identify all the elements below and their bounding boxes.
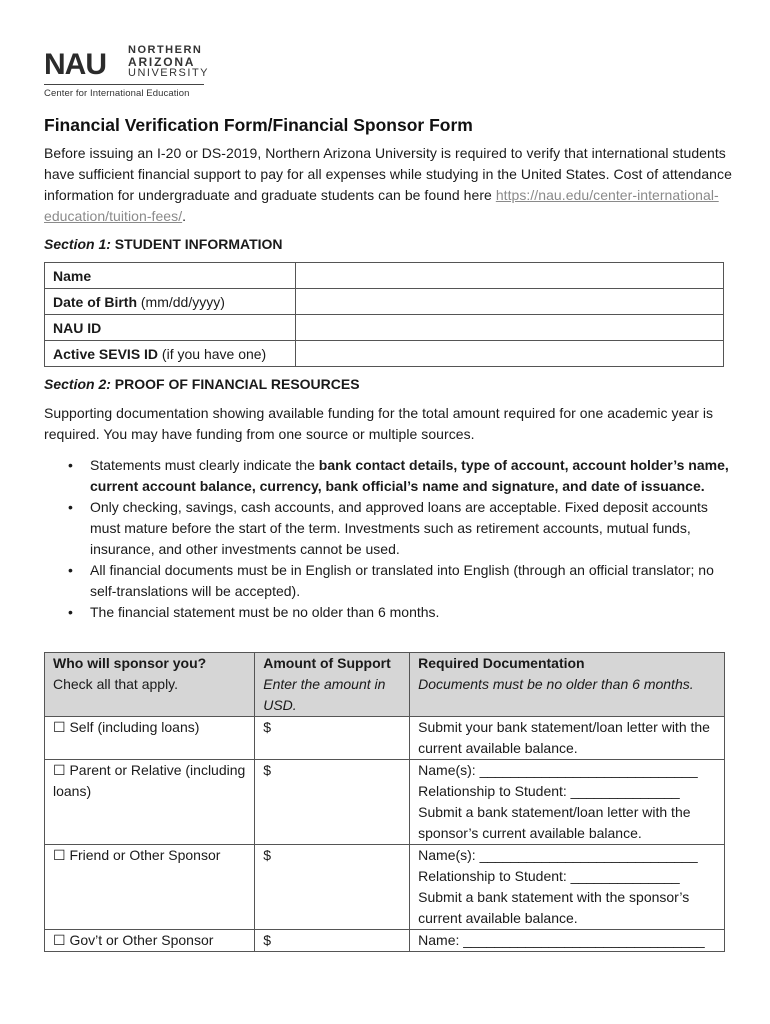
header-amount-note: Enter the amount in USD. [263,676,386,713]
dob-label-text: Date of Birth [53,293,137,310]
friend-checkbox[interactable]: ☐ Friend or Other Sponsor [45,845,255,930]
bullet3-text: All financial documents must be in English or translated into English (through an official translator; no self-translations will be accepted). [90,562,714,599]
govt-amount-field[interactable]: $ [255,930,410,952]
bullet-icon: • [68,562,73,578]
university-name [128,45,209,80]
header-who-note: Check all that apply. [53,676,179,692]
bullet-icon: • [68,604,73,620]
parent-names-field[interactable]: Name(s): ____________________________ [418,762,698,778]
tuition-fees-link[interactable]: https://nau.edu/center-international-education/tuition-fees/ [44,187,719,224]
dob-label-note: (mm/dd/yyyy) [137,293,225,310]
sevis-id-label [45,341,296,367]
header-who-bold: Who will sponsor you? [53,655,207,671]
table-row [45,717,725,760]
list-item [44,602,734,623]
bullet1-bold: bank contact details, type of account, account holder’s name, current account balance, currency, bank official’s name and signature, and date of issuance. [90,457,729,494]
sevis-id-field[interactable] [296,341,724,367]
dob-label [45,289,296,315]
header-amount [255,653,410,717]
section1-title: STUDENT INFORMATION [110,236,283,252]
nau-id-label-text: NAU ID [53,319,102,336]
table-row [45,341,724,367]
list-item [44,560,734,602]
logo-line-university: UNIVERSITY [128,67,210,79]
header-documentation [410,653,725,717]
nau-id-label [45,315,296,341]
sponsor-table-header [45,653,725,717]
table-row [45,760,725,845]
parent-amount-field[interactable]: $ [255,760,410,845]
self-amount-field[interactable]: $ [255,717,410,760]
header-who-sponsors [45,653,255,717]
section1-heading [44,236,283,252]
section2-label: Section 2: [44,376,111,392]
intro-end: . [182,208,187,224]
section1-label: Section 1: [44,236,111,252]
bullet1-text: Statements must clearly indicate the [90,457,319,473]
header-doc-bold: Required Documentation [418,655,585,671]
nau-logo [44,44,209,100]
govt-name-field[interactable]: Name: _______________________________ [418,932,705,948]
govt-documentation [410,930,725,952]
intro-paragraph [44,143,734,227]
section2-intro: Supporting documentation showing available funding for the total amount required for one academic year is required. You may have funding from one source or multiple sources. [44,405,714,442]
parent-checkbox[interactable]: ☐ Parent or Relative (including loans) [45,760,255,845]
friend-documentation [410,845,725,930]
list-item [44,497,734,560]
table-row [45,263,724,289]
bullet-icon: • [68,499,73,515]
table-row [45,289,724,315]
name-field[interactable] [296,263,724,289]
logo-line-arizona: ARIZONA [128,54,196,69]
table-row [45,315,724,341]
logo-divider [44,84,204,85]
form-title: Financial Verification Form/Financial Sponsor Form [44,115,473,135]
requirements-list [44,455,734,623]
intro-text: Before issuing an I-20 or DS-2019, Northern Arizona University is required to verify that international students have sufficient financial support to pay for all expenses while studying in the United States. Cost of attendance information for undergraduate and graduate students can be found here [44,145,732,203]
parent-doc-text: Submit a bank statement/loan letter with the sponsor’s current available balance. [418,804,691,841]
table-row [45,845,725,930]
self-doc-text: Submit your bank statement/loan letter with the current available balance. [418,719,710,756]
header-amount-bold: Amount of Support [263,655,391,671]
sevis-id-label-note: (if you have one) [158,345,267,362]
sponsor-table [44,652,725,952]
center-name: Center for International Education [44,88,190,99]
logo-line-northern: NORTHERN [128,44,203,56]
self-checkbox[interactable]: ☐ Self (including loans) [45,717,255,760]
sevis-id-label-text: Active SEVIS ID [53,345,159,362]
dob-field[interactable] [296,289,724,315]
list-item [44,455,734,497]
parent-relationship-field[interactable]: Relationship to Student: ______________ [418,783,680,799]
govt-checkbox[interactable]: ☐ Gov’t or Other Sponsor [45,930,255,952]
student-info-table [44,262,724,367]
name-label [45,263,296,289]
nau-id-field[interactable] [296,315,724,341]
bullet4-text: The financial statement must be no older than 6 months. [90,604,440,620]
friend-amount-field[interactable]: $ [255,845,410,930]
nau-logo-mark: NAU [44,48,106,81]
friend-names-field[interactable]: Name(s): ____________________________ [418,847,698,863]
friend-relationship-field[interactable]: Relationship to Student: ______________ [418,868,680,884]
bullet-icon: • [68,457,73,473]
header-doc-note: Documents must be no older than 6 months. [418,676,694,692]
bullet2-text: Only checking, savings, cash accounts, and approved loans are acceptable. Fixed deposit accounts must mature before the start of the term. Investments such as retirement accounts, mutual funds, insurance, and other investments cannot be used. [90,499,708,557]
table-row [45,930,725,952]
self-documentation [410,717,725,760]
section2-title: PROOF OF FINANCIAL RESOURCES [110,376,360,392]
parent-documentation [410,760,725,845]
name-label-text: Name [53,267,92,284]
friend-doc-text: Submit a bank statement with the sponsor’s current available balance. [418,889,690,926]
section2-heading [44,376,360,392]
